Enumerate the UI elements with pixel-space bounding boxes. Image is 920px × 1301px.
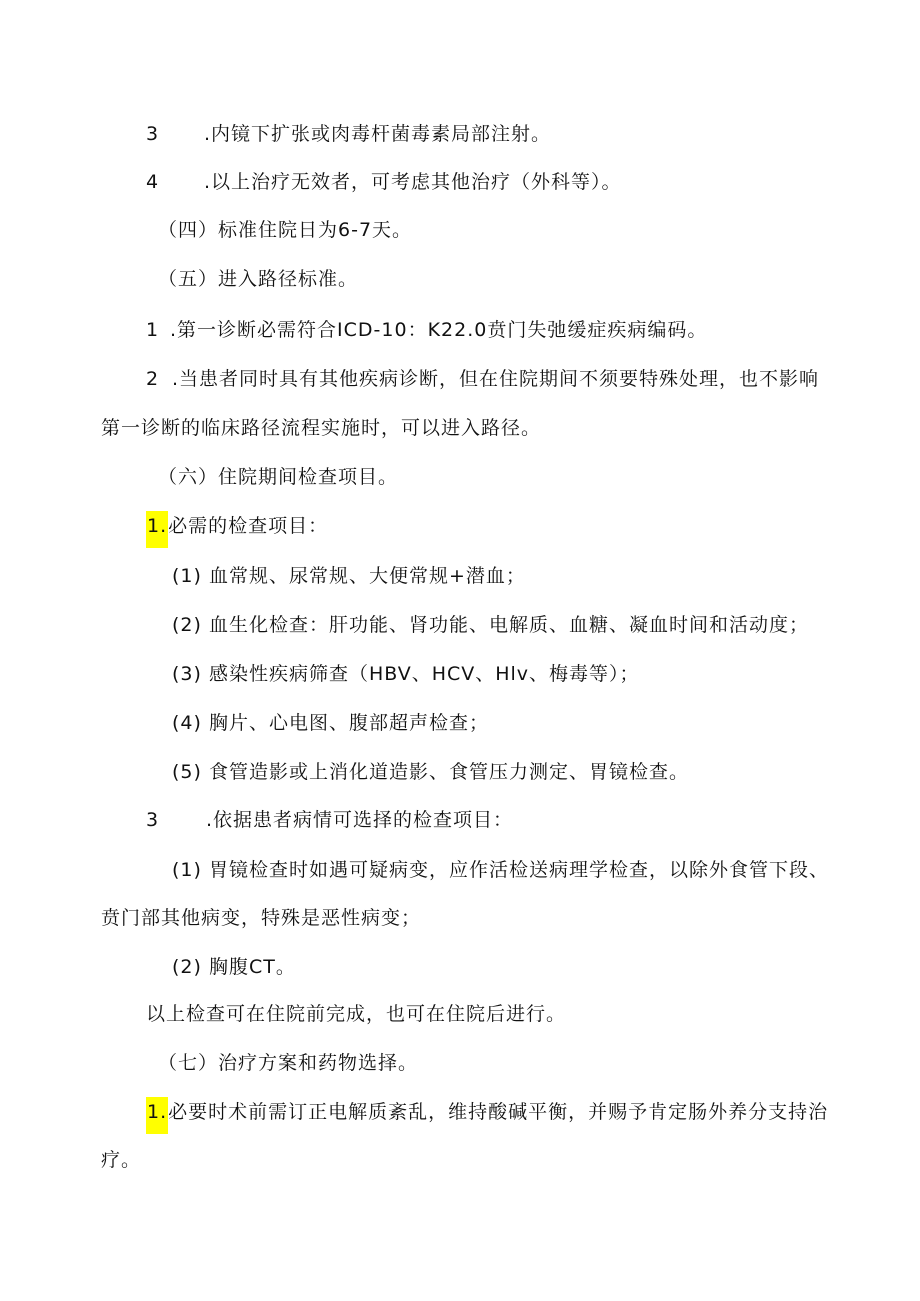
treatment-plan-item-1 [146, 1100, 828, 1134]
highlighted-item-number: 1. [146, 1097, 168, 1134]
treatment-plan-item-1-continued [101, 1148, 141, 1172]
entry-criteria-2-continued [101, 416, 541, 440]
item-text: (1) 胃镜检查时如遇可疑病变，应作活检送病理学检查，以除外食管下段、 [172, 859, 829, 881]
item-text: 贲门部其他病变，特殊是恶性病变； [101, 907, 422, 929]
optional-exam-item-1-continued [101, 906, 421, 930]
item-text: 必需的检查项目： [168, 515, 329, 537]
exam-item-3 [172, 662, 640, 686]
item-text: 以上检查可在住院前完成，也可在住院后进行。 [146, 1003, 567, 1025]
item-text: 必要时术前需订正电解质紊乱，维持酸碱平衡，并赐予肯定肠外养分支持治 [168, 1101, 829, 1123]
exam-timing-note [146, 1002, 566, 1026]
highlighted-item-number: 1. [146, 511, 168, 548]
item-text: (5) 食管造影或上消化道造影、食管压力测定、胃镜检查。 [172, 761, 689, 783]
item-text: (4) 胸片、心电图、腹部超声检查； [172, 712, 489, 734]
optional-exam-item-2 [172, 955, 296, 979]
item-text: (3) 感染性疾病筛查（HBV、HCV、Hlv、梅毒等）； [172, 663, 640, 685]
item-text: .内镜下扩张或肉毒杆菌毒素局部注射。 [204, 123, 552, 145]
exam-item-5 [172, 760, 689, 784]
item-text: .第一诊断必需符合ICD-10：K22.0贲门失弛缓症疾病编码。 [170, 319, 708, 341]
treatment-item-3 [146, 122, 551, 146]
exam-item-4 [172, 711, 489, 735]
entry-criteria-1 [146, 318, 707, 342]
item-number: 4 [146, 171, 160, 193]
item-text: (2) 血生化检查：肝功能、肾功能、电解质、血糖、凝血时间和活动度； [172, 614, 809, 636]
heading-text: （六）住院期间检查项目。 [158, 466, 399, 488]
item-number: 1 [146, 319, 160, 341]
section-heading-4 [158, 218, 412, 242]
section-heading-6 [158, 465, 398, 489]
exam-item-2 [172, 613, 809, 637]
heading-text: （五）进入路径标准。 [158, 268, 359, 290]
heading-text: （四）标准住院日为6-7天。 [158, 219, 413, 241]
item-number: 2 [146, 368, 160, 390]
required-exams-heading [146, 514, 328, 548]
item-text: .以上治疗无效者，可考虑其他治疗（外科等）。 [204, 171, 622, 193]
heading-text: （七）治疗方案和药物选择。 [158, 1052, 419, 1074]
optional-exams-heading [146, 808, 513, 832]
treatment-item-4 [146, 170, 622, 194]
item-number: 3 [146, 123, 160, 145]
item-text: .当患者同时具有其他疾病诊断，但在住院期间不须要特殊处理，也不影响 [172, 368, 820, 390]
item-text: (1) 血常规、尿常规、大便常规+潜血； [172, 565, 526, 587]
item-text: (2) 胸腹CT。 [172, 956, 296, 978]
item-number: 3 [146, 809, 160, 831]
section-heading-5 [158, 267, 358, 291]
exam-item-1 [172, 564, 526, 588]
item-text: .依据患者病情可选择的检查项目： [206, 809, 514, 831]
entry-criteria-2 [146, 367, 819, 391]
item-text: 疗。 [101, 1149, 142, 1171]
section-heading-7 [158, 1051, 418, 1075]
optional-exam-item-1 [172, 858, 829, 882]
item-text: 第一诊断的临床路径流程实施时，可以进入路径。 [101, 417, 542, 439]
